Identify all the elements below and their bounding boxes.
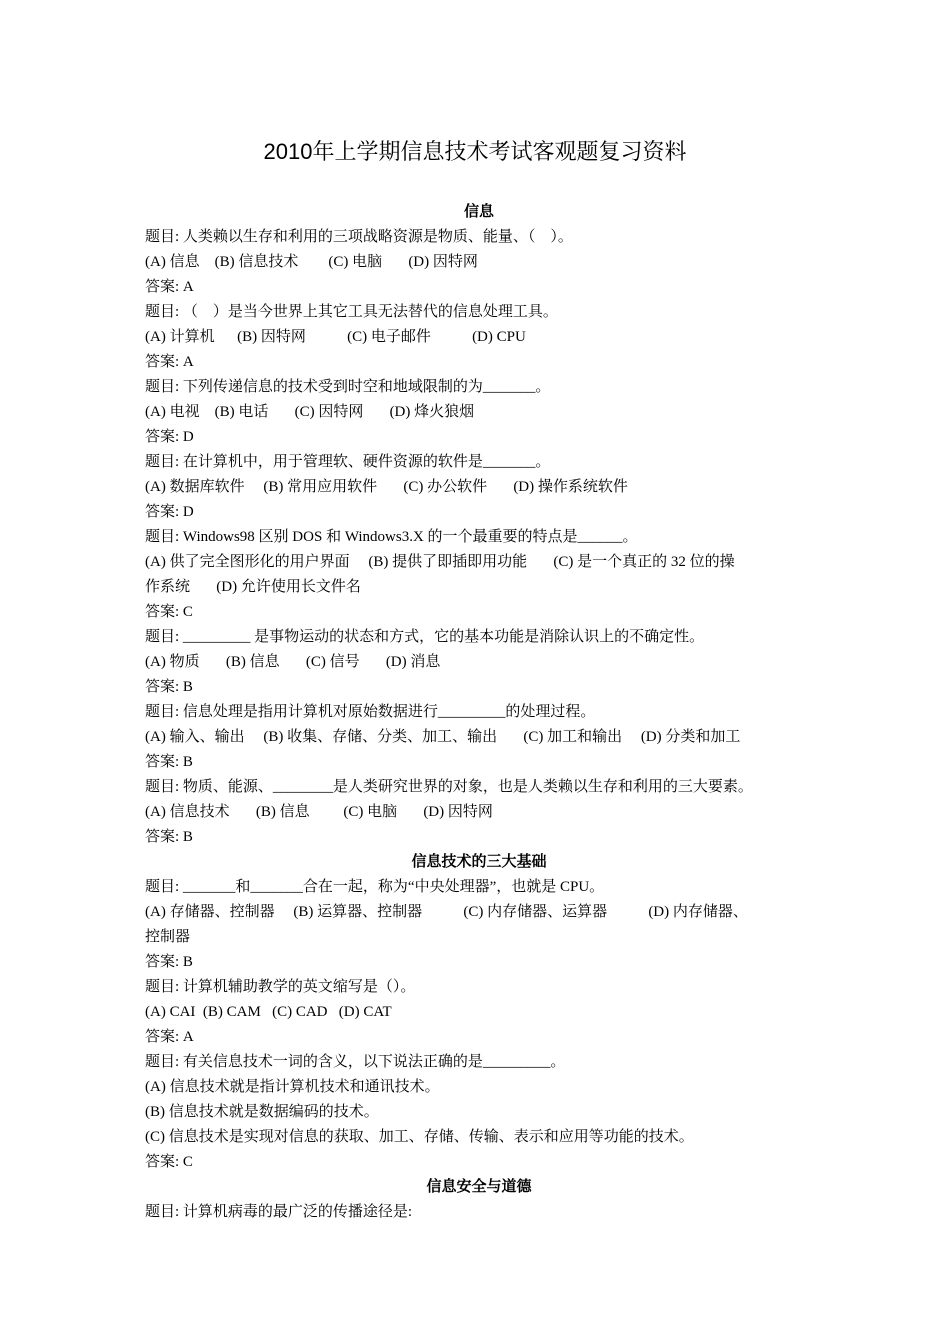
- options-line: (A) 物质 (B) 信息 (C) 信号 (D) 消息: [145, 654, 441, 670]
- question-text: 题目: Windows98 区别 DOS 和 Windows3.X 的一个最重要的特点是______。: [145, 529, 638, 545]
- answer-line: 答案: A: [145, 279, 194, 295]
- section-heading: 信息: [463, 204, 494, 220]
- options-line: (A) 信息技术 (B) 信息 (C) 电脑 (D) 因特网: [145, 804, 493, 820]
- answer-line: 答案: D: [145, 429, 194, 445]
- question-text: 题目: （ ）是当今世界上其它工具无法替代的信息处理工具。: [145, 304, 558, 320]
- answer-line: 答案: C: [145, 1154, 193, 1170]
- document-body: [145, 200, 813, 1225]
- question-text: 题目: _________ 是事物运动的状态和方式，它的基本功能是消除认识上的不确定性。: [145, 629, 705, 645]
- option-c: (C) 信息技术是实现对信息的获取、加工、存储、传输、表示和应用等功能的技术。: [145, 1129, 694, 1145]
- section-heading: 信息安全与道德: [426, 1179, 532, 1195]
- document-title: 2010年上学期信息技术考试客观题复习资料: [263, 139, 687, 164]
- question-text: 题目: _______和_______合在一起，称为“中央处理器”，也就是 CPU。: [145, 879, 605, 895]
- question-text: 题目: 信息处理是指用计算机对原始数据进行_________的处理过程。: [145, 704, 596, 720]
- question-text: 题目: 下列传递信息的技术受到时空和地域限制的为_______。: [145, 379, 551, 395]
- answer-line: 答案: B: [145, 829, 193, 845]
- option-b: (B) 信息技术就是数据编码的技术。: [145, 1104, 379, 1120]
- options-line-continued: 控制器: [145, 929, 191, 945]
- options-line-continued: 作系统 (D) 允许使用长文件名: [145, 579, 361, 595]
- options-line: (A) 存储器、控制器 (B) 运算器、控制器 (C) 内存储器、运算器 (D) 内存储器、: [145, 904, 748, 920]
- question-text: 题目: 计算机辅助教学的英文缩写是（）。: [145, 979, 416, 995]
- answer-line: 答案: B: [145, 754, 193, 770]
- answer-line: 答案: C: [145, 604, 193, 620]
- options-line: (A) 信息 (B) 信息技术 (C) 电脑 (D) 因特网: [145, 254, 478, 270]
- answer-line: 答案: A: [145, 354, 194, 370]
- options-line: (A) CAI (B) CAM (C) CAD (D) CAT: [145, 1004, 392, 1020]
- answer-line: 答案: A: [145, 1029, 194, 1045]
- question-text: 题目: 物质、能源、________是人类研究世界的对象，也是人类赖以生存和利用的三大要素。: [145, 779, 753, 795]
- question-text: 题目: 人类赖以生存和利用的三项战略资源是物质、能量、（ ）。: [145, 229, 573, 245]
- question-text: 题目: 在计算机中，用于管理软、硬件资源的软件是_______。: [145, 454, 551, 470]
- answer-line: 答案: D: [145, 504, 194, 520]
- options-line: (A) 数据库软件 (B) 常用应用软件 (C) 办公软件 (D) 操作系统软件: [145, 479, 628, 495]
- options-line: (A) 供了完全图形化的用户界面 (B) 提供了即插即用功能 (C) 是一个真正的 32 位的操: [145, 554, 735, 570]
- question-text: 题目: 有关信息技术一词的含义，以下说法正确的是_________。: [145, 1054, 566, 1070]
- question-text: 题目: 计算机病毒的最广泛的传播途径是:: [145, 1204, 413, 1220]
- options-line: (A) 电视 (B) 电话 (C) 因特网 (D) 烽火狼烟: [145, 404, 475, 420]
- section-heading: 信息技术的三大基础: [411, 854, 547, 870]
- answer-line: 答案: B: [145, 679, 193, 695]
- options-line: (A) 输入、输出 (B) 收集、存储、分类、加工、输出 (C) 加工和输出 (D) 分类和加工: [145, 729, 741, 745]
- answer-line: 答案: B: [145, 954, 193, 970]
- options-line: (A) 计算机 (B) 因特网 (C) 电子邮件 (D) CPU: [145, 329, 526, 345]
- option-a: (A) 信息技术就是指计算机技术和通讯技术。: [145, 1079, 440, 1095]
